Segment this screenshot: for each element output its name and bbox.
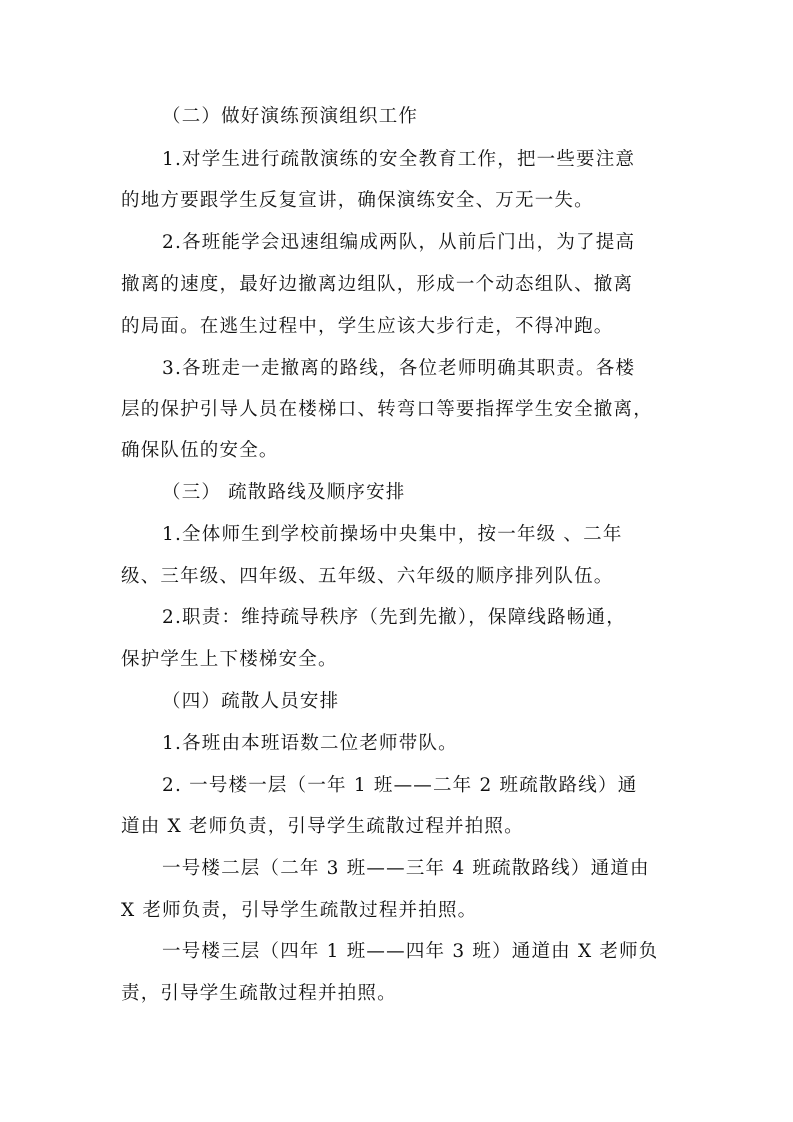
paragraph-line: 2.职责：维持疏导秩序（先到先撤），保障线路畅通， (162, 607, 626, 628)
paragraph-line: 2.各班能学会迅速组编成两队，从前后门出，为了提高 (162, 232, 636, 253)
paragraph-line: 3.各班走一走撤离的路线，各位老师明确其职责。各楼 (162, 358, 636, 379)
paragraph-line: 2. 一号楼一层（一年 1 班——二年 2 班疏散路线）通 (162, 775, 638, 796)
paragraph-line: 责，引导学生疏散过程并拍照。 (121, 983, 397, 1004)
paragraph-line: 撤离的速度，最好边撤离边组队，形成一个动态组队、撤离 (121, 274, 634, 295)
paragraph-line: 层的保护引导人员在楼梯口、转弯口等要指挥学生安全撤离， (121, 399, 653, 420)
paragraph-line: 的局面。在逃生过程中，学生应该大步行走，不得冲跑。 (121, 316, 614, 337)
paragraph-line: 1.对学生进行疏散演练的安全教育工作，把一些要注意 (162, 149, 636, 170)
paragraph-line: 保护学生上下楼梯安全。 (121, 649, 338, 670)
paragraph-line: 一号楼三层（四年 1 班——四年 3 班）通道由 X 老师负 (162, 941, 659, 962)
paragraph-line: X 老师负责，引导学生疏散过程并拍照。 (121, 900, 478, 921)
paragraph-line: 级、三年级、四年级、五年级、六年级的顺序排列队伍。 (121, 566, 614, 587)
paragraph-line: 确保队伍的安全。 (121, 440, 279, 461)
section-heading-3: （三） 疏散路线及顺序安排 (162, 482, 406, 503)
paragraph-line: 1.全体师生到学校前操场中央集中，按一年级 、二年 (162, 524, 623, 545)
section-heading-4: （四）疏散人员安排 (162, 691, 340, 712)
paragraph-line: 一号楼二层（二年 3 班——三年 4 班疏散路线）通道由 (162, 858, 650, 879)
paragraph-line: 1.各班由本班语数二位老师带队。 (162, 733, 458, 754)
section-heading-2: （二）做好演练预演组织工作 (162, 106, 419, 127)
paragraph-line: 道由 X 老师负责，引导学生疏散过程并拍照。 (121, 816, 524, 837)
paragraph-line: 的地方要跟学生反复宣讲，确保演练安全、万无一失。 (121, 190, 594, 211)
